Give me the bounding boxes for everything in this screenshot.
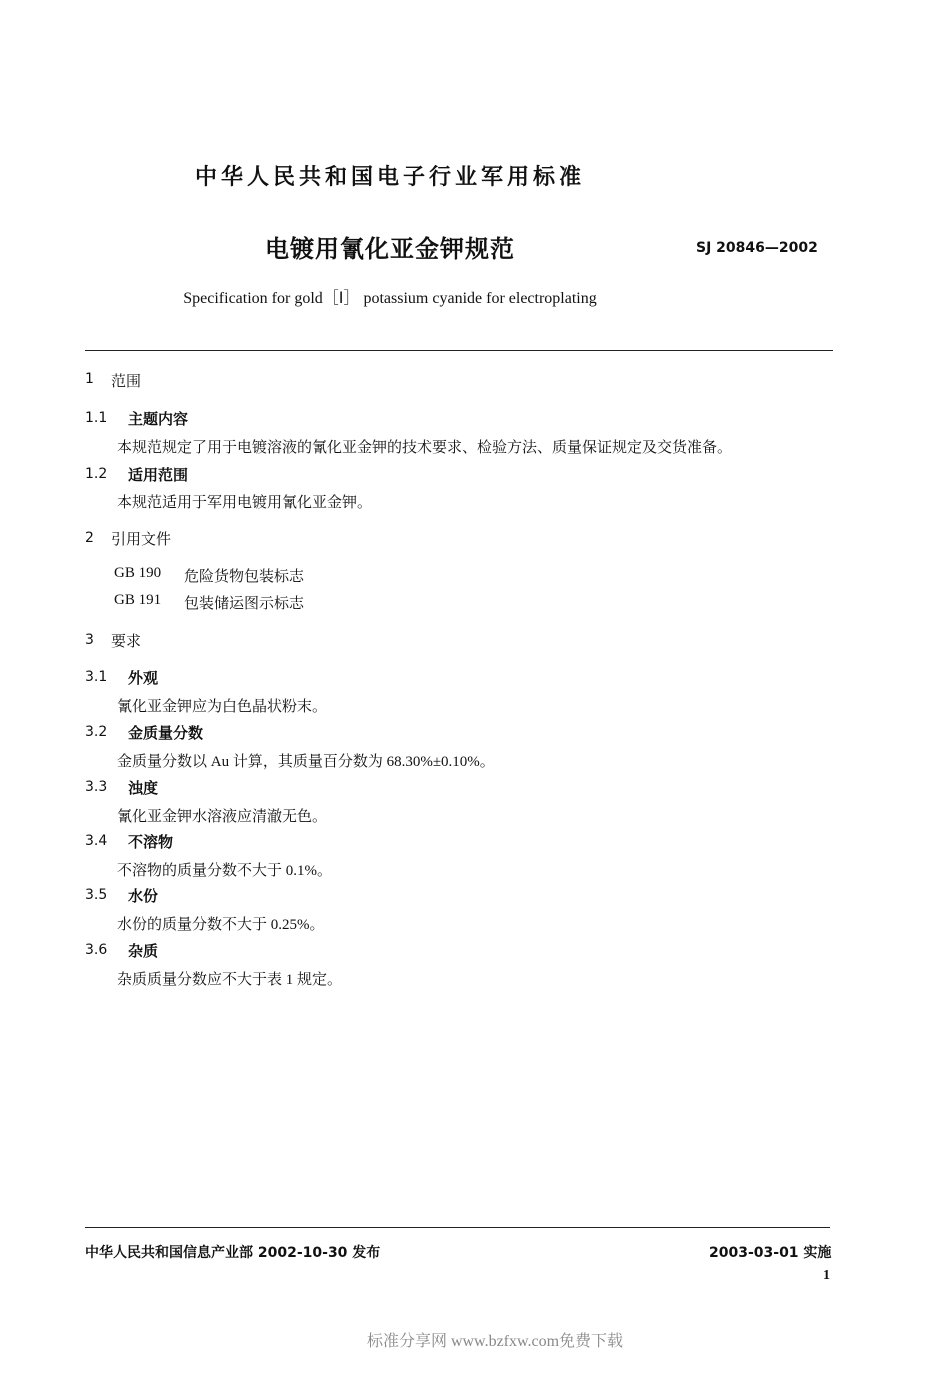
section-1-1-title: 主题内容	[128, 410, 189, 428]
effective-date: 2003-03-01 实施	[709, 1245, 832, 1261]
page-number: 1	[823, 1268, 830, 1283]
section-1-1-number: 1.1	[85, 410, 108, 426]
watermark: 标准分享网 www.bzfxw.com免费下载	[366, 1333, 624, 1350]
document-title-english: Specification for gold［Ⅰ］ potassium cyanide for electroplating	[183, 290, 597, 307]
section-3-6-title: 杂质	[128, 942, 159, 960]
section-3-3-number: 3.3	[85, 779, 108, 795]
section-3-4-body: 不溶物的质量分数不大于 0.1%。	[117, 863, 332, 879]
reference-code: GB 191	[114, 592, 162, 608]
section-3-2-number: 3.2	[85, 724, 108, 740]
document-title: 电镀用氰化亚金钾规范	[265, 235, 515, 263]
section-3-3-body: 氰化亚金钾水溶液应清澈无色。	[117, 809, 328, 825]
section-3-3-title: 浊度	[128, 779, 159, 797]
section-3-5-title: 水份	[128, 887, 159, 905]
footer-rule	[85, 1227, 830, 1228]
section-3-5-body: 水份的质量分数不大于 0.25%。	[117, 917, 325, 933]
section-3-4-number: 3.4	[85, 833, 108, 849]
section-1-title: 范围	[111, 372, 142, 390]
section-3-1-title: 外观	[128, 669, 159, 687]
reference-title: 包装储运图示标志	[184, 596, 305, 612]
section-2-number: 2	[85, 530, 94, 546]
section-3-title: 要求	[111, 632, 142, 650]
section-3-6-number: 3.6	[85, 942, 108, 958]
section-3-2-title: 金质量分数	[128, 724, 204, 742]
publisher-line: 中华人民共和国信息产业部 2002-10-30 发布	[85, 1245, 381, 1261]
section-2-title: 引用文件	[111, 530, 172, 548]
standard-series: 中华人民共和国电子行业军用标准	[194, 165, 585, 190]
section-1-1-body: 本规范规定了用于电镀溶液的氰化亚金钾的技术要求、检验方法、质量保证规定及交货准备。	[117, 440, 733, 456]
section-3-number: 3	[85, 632, 94, 648]
section-1-2-body: 本规范适用于军用电镀用氰化亚金钾。	[117, 495, 373, 511]
section-3-5-number: 3.5	[85, 887, 108, 903]
section-3-1-body: 氰化亚金钾应为白色晶状粉末。	[117, 699, 328, 715]
reference-code: GB 190	[114, 565, 162, 581]
section-3-6-body: 杂质质量分数应不大于表 1 规定。	[117, 972, 343, 988]
section-3-2-body: 金质量分数以 Au 计算，其质量百分数为 68.30%±0.10%。	[117, 754, 495, 770]
section-1-2-title: 适用范围	[128, 466, 189, 484]
section-1-2-number: 1.2	[85, 466, 108, 482]
reference-title: 危险货物包装标志	[184, 569, 305, 585]
section-3-4-title: 不溶物	[128, 833, 174, 851]
header-rule	[85, 350, 833, 351]
section-1-number: 1	[85, 371, 94, 387]
section-3-1-number: 3.1	[85, 669, 108, 685]
standard-code: SJ 20846—2002	[696, 240, 818, 256]
